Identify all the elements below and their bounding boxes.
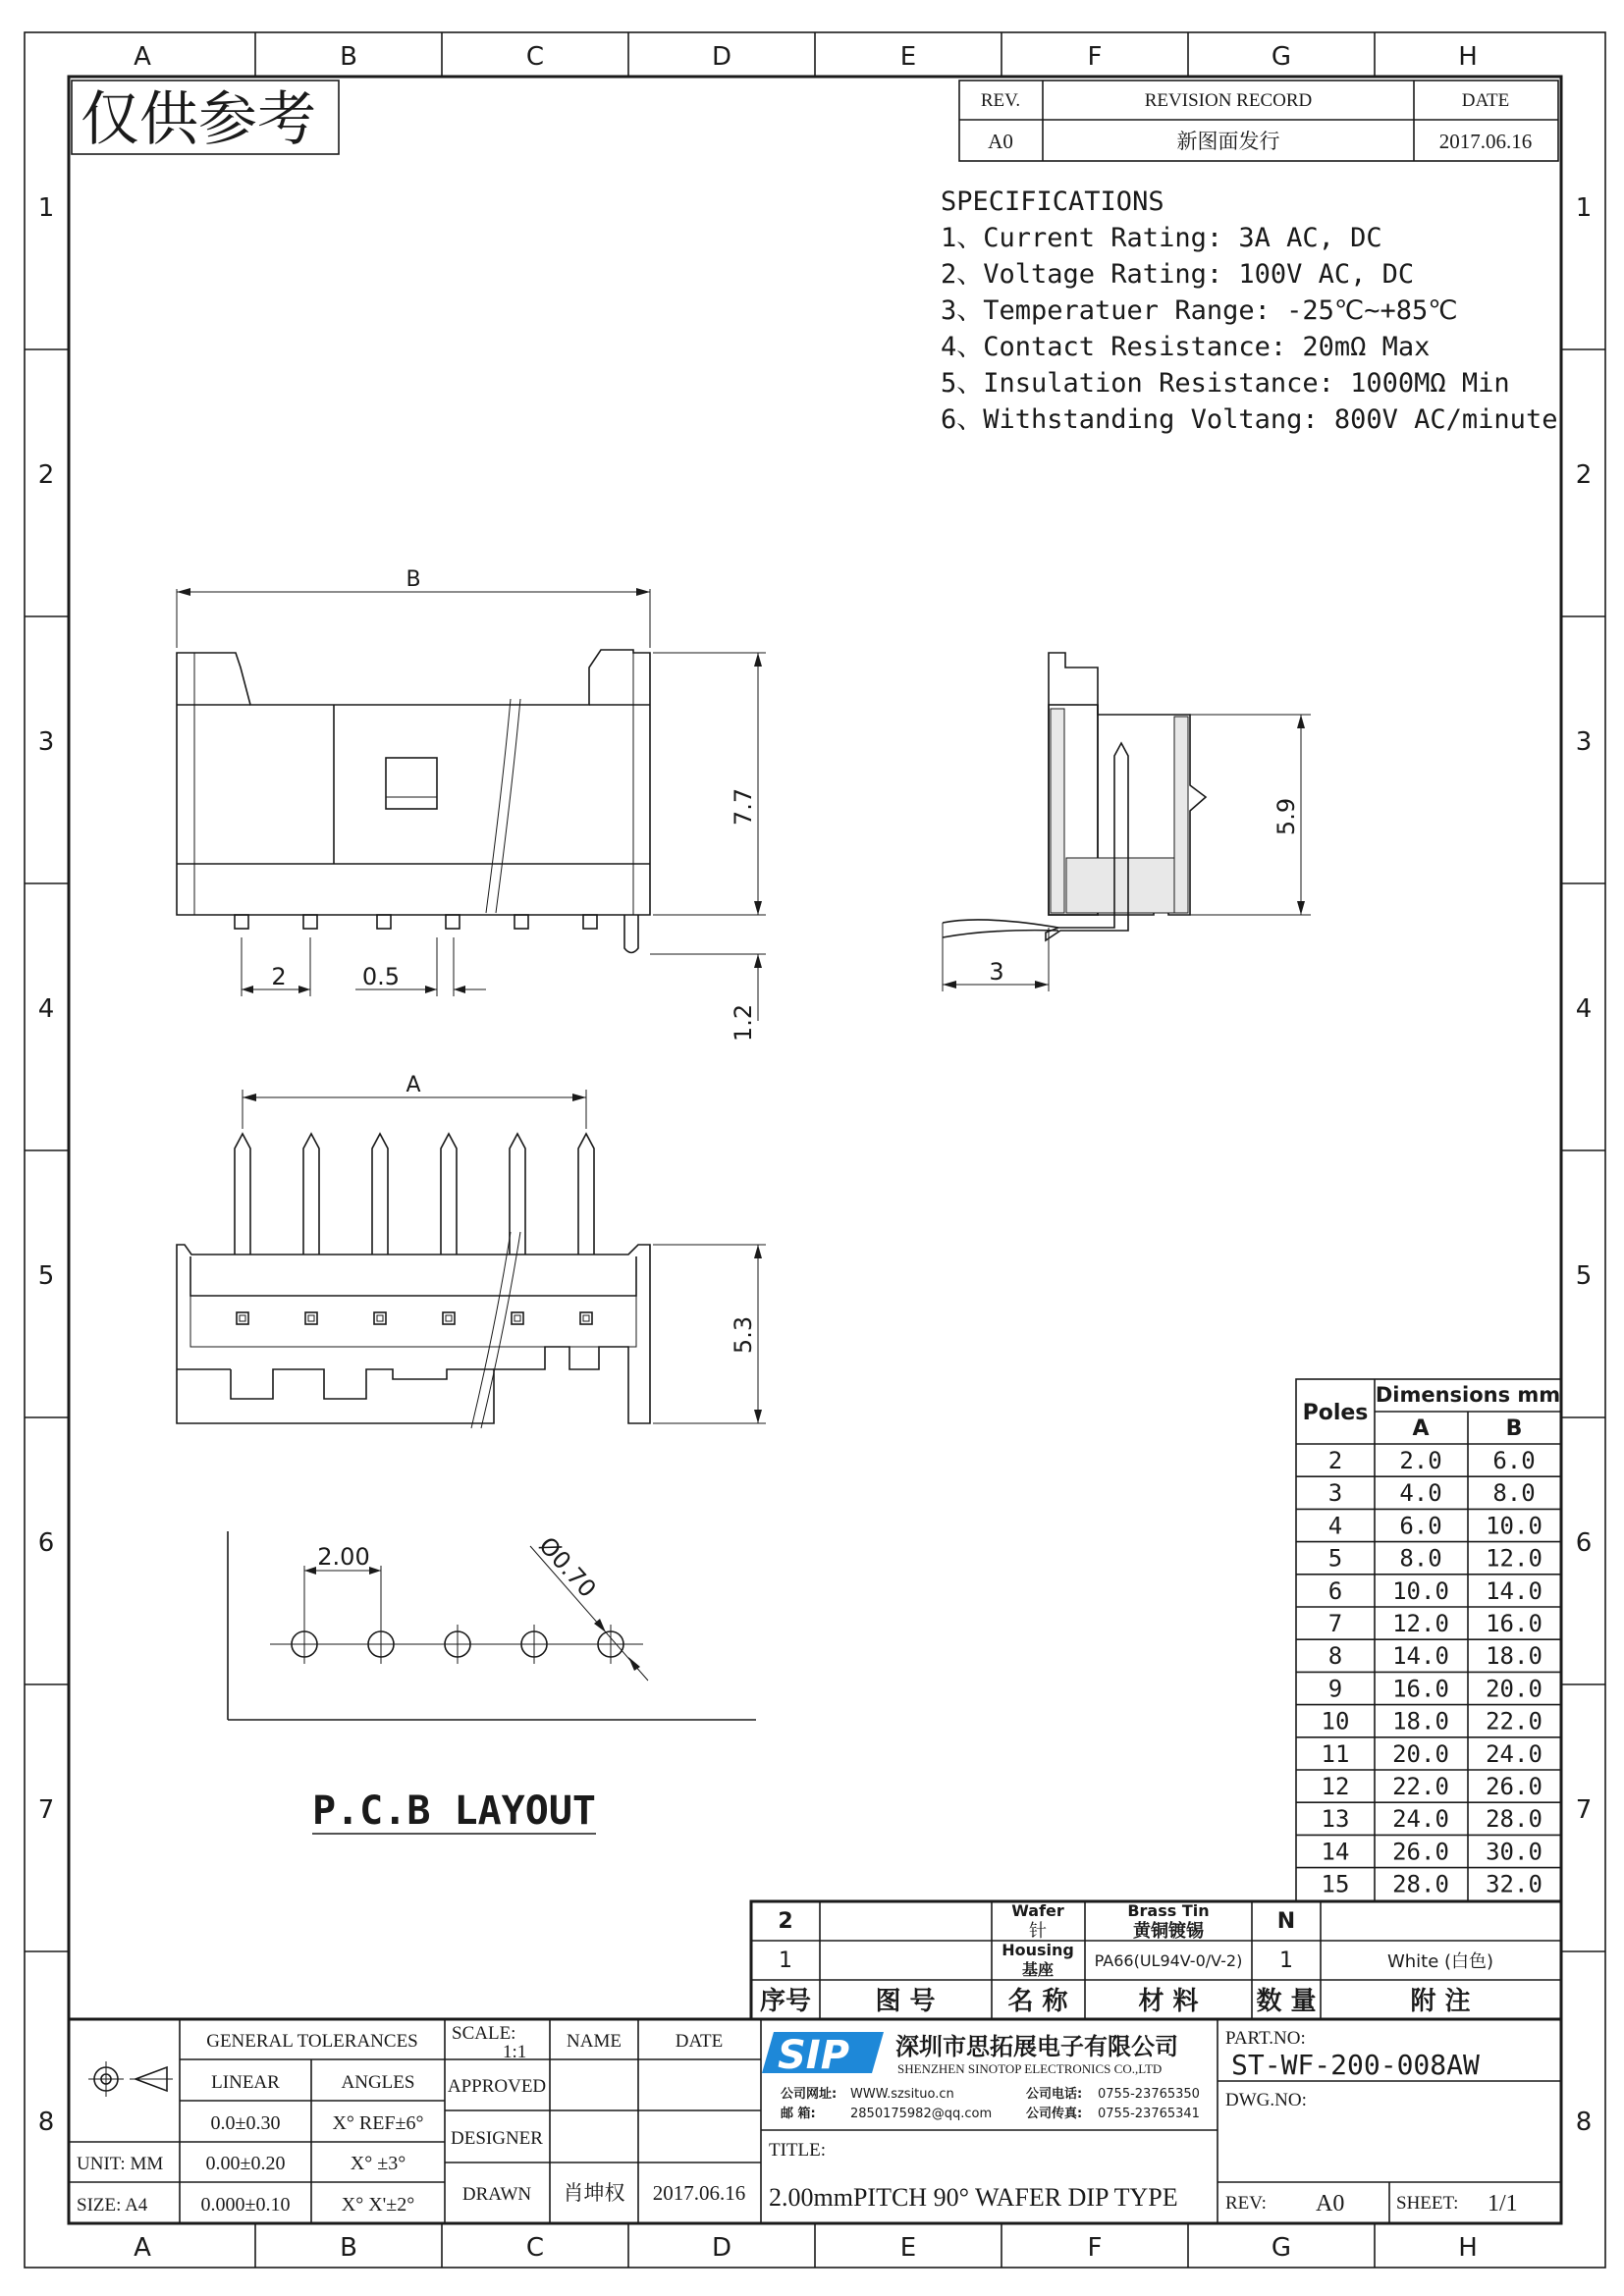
top-view: [177, 1073, 766, 1428]
table-cell: 11: [1321, 1739, 1350, 1768]
bom-material-en: PA66(UL94V-0/V-2): [1094, 1951, 1243, 1970]
zone-row-label: 8: [37, 2108, 55, 2137]
pin-cavity: [446, 1315, 452, 1321]
email-label: 邮 箱:: [781, 2107, 816, 2121]
zone-row-label: 1: [37, 193, 55, 223]
zone-col-label: D: [711, 42, 732, 72]
spec-item: 6、Withstanding Voltang: 800V AC/minute: [941, 404, 1558, 435]
zone-col-label: H: [1458, 2233, 1478, 2263]
spec-item: 2、Voltage Rating: 100V AC, DC: [941, 259, 1415, 290]
reference-stamp: [72, 80, 339, 154]
company-name-cn: 深圳市思拓展电子有限公司: [895, 2033, 1178, 2060]
spec-item: 5、Insulation Resistance: 1000MΩ Min: [941, 368, 1510, 399]
pin: [624, 915, 638, 953]
rev-label: REV:: [1225, 2193, 1267, 2214]
table-cell: 22.0: [1392, 1773, 1449, 1800]
angles-label: ANGLES: [341, 2072, 415, 2093]
zone-row-label: 6: [37, 1528, 55, 1558]
zone-col-label: F: [1087, 42, 1103, 72]
zone-col-label: C: [525, 42, 545, 72]
pin: [377, 915, 391, 929]
specifications: [941, 187, 1557, 435]
pcb-layout-title: P.C.B LAYOUT: [312, 1789, 596, 1834]
bom-header: 名 称: [1007, 1987, 1068, 2016]
pin-cavity: [240, 1315, 245, 1321]
table-cell: 6.0: [1492, 1447, 1536, 1474]
header-b: B: [1505, 1416, 1523, 1441]
bom-qty: 1: [1279, 1949, 1293, 1973]
company-logo: [762, 2032, 884, 2078]
pin-cavity: [443, 1312, 455, 1324]
sheet-label: SHEET:: [1396, 2193, 1459, 2214]
table-cell: 10.0: [1392, 1576, 1449, 1605]
table-cell: 16.0: [1392, 1675, 1449, 1703]
zone-col-label: E: [899, 42, 917, 72]
bom-qty: N: [1276, 1909, 1296, 1934]
zone-row-label: 8: [1575, 2108, 1593, 2137]
spec-title: SPECIFICATIONS: [941, 187, 1164, 217]
zone-col-label: A: [134, 42, 151, 72]
bill-of-materials: [751, 1901, 1561, 2019]
table-cell: 4.0: [1399, 1479, 1442, 1508]
rev-value: A0: [988, 130, 1013, 153]
dim-b-label: B: [406, 567, 421, 592]
tolerance-linear: 0.000±0.10: [200, 2194, 291, 2216]
table-cell: 28.0: [1392, 1870, 1449, 1898]
pin-cavity: [237, 1312, 248, 1324]
revision-description: 新图面发行: [1176, 130, 1280, 153]
pin-cavity: [308, 1315, 314, 1321]
scale-value: 1:1: [503, 2042, 527, 2062]
zone-col-label: B: [340, 2233, 357, 2263]
pin-cavity: [514, 1315, 520, 1321]
company-name-en: SHENZHEN SINOTOP ELECTRONICS CO.,LTD: [897, 2061, 1163, 2076]
dwg-no-label: DWG.NO:: [1225, 2090, 1307, 2110]
zone-labels-top: [134, 42, 1478, 72]
pin: [514, 915, 528, 929]
pin: [235, 1134, 250, 1255]
table-cell: 12.0: [1486, 1544, 1543, 1573]
date-header: DATE: [675, 2031, 724, 2052]
bom-row-no: 1: [779, 1949, 792, 1973]
table-cell: 6.0: [1399, 1512, 1442, 1540]
zone-row-label: 3: [1575, 727, 1593, 757]
table-cell: 7: [1327, 1610, 1343, 1637]
zone-row-label: 4: [1575, 994, 1593, 1024]
pin: [303, 1134, 319, 1255]
dim-depth-label: 5.3: [730, 1315, 757, 1355]
bom-row-no: 2: [778, 1909, 793, 1934]
zone-row-label: 5: [37, 1261, 55, 1291]
drawn-name: 肖坤权: [563, 2181, 625, 2205]
date-header: DATE: [1461, 90, 1510, 111]
header-poles: Poles: [1302, 1401, 1369, 1425]
linear-label: LINEAR: [211, 2072, 280, 2093]
zone-labels-right: [1576, 193, 1593, 2137]
part-number: ST-WF-200-008AW: [1231, 2049, 1480, 2081]
front-view: [177, 567, 766, 1041]
table-cell: 22.0: [1486, 1707, 1543, 1735]
table-cell: 4: [1327, 1512, 1343, 1540]
tolerance-angle: X° REF±6°: [332, 2112, 424, 2134]
email: 2850175982@qq.com: [850, 2107, 993, 2121]
projection-symbol-icon: [88, 2061, 173, 2097]
tolerance-linear: 0.00±0.20: [205, 2153, 286, 2174]
bom-material-cn: 黄铜镀锡: [1133, 1921, 1204, 1942]
pin-cavity: [377, 1315, 383, 1321]
phone: 0755-23765350: [1098, 2087, 1200, 2102]
bom-material-en: Brass Tin: [1127, 1901, 1210, 1920]
fax: 0755-23765341: [1098, 2107, 1200, 2121]
bom-header: 附 注: [1410, 1987, 1471, 2016]
table-cell: 10.0: [1486, 1512, 1543, 1540]
zone-row-label: 6: [1575, 1528, 1593, 1558]
spec-item: 4、Contact Resistance: 20mΩ Max: [941, 332, 1431, 362]
pin: [235, 915, 248, 929]
revision-block: [959, 80, 1558, 161]
table-cell: 2.0: [1399, 1447, 1442, 1474]
bom-part-cn: 针: [1029, 1921, 1047, 1942]
approved-label: APPROVED: [447, 2076, 547, 2097]
dim-height-label: 7.7: [730, 787, 757, 827]
zone-labels-bottom: [134, 2233, 1478, 2263]
table-cell: 3: [1327, 1479, 1343, 1508]
drawing-title: 2.00mmPITCH 90° WAFER DIP TYPE: [769, 2183, 1178, 2212]
table-cell: 14.0: [1392, 1642, 1449, 1671]
company-logo-text: SIP: [778, 2033, 850, 2078]
drawn-date: 2017.06.16: [652, 2181, 746, 2205]
revision-record-header: REVISION RECORD: [1144, 90, 1313, 111]
pin: [583, 915, 597, 929]
bom-header: 数 量: [1256, 1987, 1317, 2016]
stamp-text: 仅供参考: [81, 85, 316, 154]
dim-hole-label: Ø0.70: [533, 1531, 602, 1603]
bom-part-en: Wafer: [1011, 1901, 1064, 1920]
table-cell: 12.0: [1392, 1610, 1449, 1637]
general-tolerances: GENERAL TOLERANCES: [206, 2031, 418, 2052]
dim-tail-label: 1.2: [730, 1003, 757, 1042]
zone-col-label: D: [711, 2233, 732, 2263]
table-cell: 8: [1327, 1642, 1343, 1671]
table-cell: 6: [1327, 1576, 1343, 1605]
spec-item: 1、Current Rating: 3A AC, DC: [941, 223, 1382, 253]
bom-part-en: Housing: [1001, 1941, 1074, 1959]
drawn-label: DRAWN: [461, 2184, 532, 2205]
pin: [510, 1134, 525, 1255]
table-cell: 26.0: [1392, 1838, 1449, 1866]
table-cell: 24.0: [1486, 1739, 1543, 1768]
pin-cavity: [512, 1312, 523, 1324]
title-block: [69, 2019, 1561, 2223]
header-dimensions: Dimensions mm: [1375, 1383, 1561, 1407]
bom-part-cn: 基座: [1021, 1960, 1055, 1979]
header-a: A: [1412, 1416, 1430, 1441]
table-cell: 2: [1327, 1447, 1343, 1474]
name-header: NAME: [567, 2031, 622, 2052]
website: WWW.szsituo.cn: [850, 2087, 954, 2102]
pin-cavity: [305, 1312, 317, 1324]
bom-header: 材 料: [1138, 1987, 1199, 2016]
table-cell: 12: [1321, 1773, 1350, 1800]
table-cell: 30.0: [1486, 1838, 1543, 1866]
dimension-table: [1296, 1379, 1561, 1901]
dim-side-height-label: 5.9: [1272, 797, 1300, 836]
table-cell: 26.0: [1486, 1773, 1543, 1800]
table-cell: 24.0: [1392, 1805, 1449, 1834]
zone-col-label: C: [525, 2233, 545, 2263]
zone-col-label: F: [1087, 2233, 1103, 2263]
pin-cavity: [583, 1315, 589, 1321]
tolerance-linear: 0.0±0.30: [210, 2112, 281, 2134]
zone-row-label: 7: [37, 1795, 55, 1825]
dim-side-tail-label: 3: [989, 958, 1004, 986]
zone-row-label: 1: [1575, 193, 1593, 223]
pin-cavity: [580, 1312, 592, 1324]
zone-col-label: E: [899, 2233, 917, 2263]
table-cell: 5: [1327, 1544, 1343, 1573]
table-cell: 32.0: [1486, 1870, 1543, 1898]
table-cell: 10: [1321, 1707, 1350, 1735]
designer-label: DESIGNER: [451, 2128, 543, 2149]
pin: [441, 1134, 457, 1255]
pin: [303, 915, 317, 929]
table-cell: 14.0: [1486, 1576, 1543, 1605]
zone-row-label: 7: [1575, 1795, 1593, 1825]
phone-label: 公司电话:: [1026, 2087, 1083, 2102]
dim-pitch-label: 2: [271, 963, 287, 990]
zone-labels-left: [38, 193, 55, 2137]
zone-row-label: 2: [1575, 460, 1593, 490]
table-cell: 20.0: [1392, 1739, 1449, 1768]
zone-col-label: G: [1271, 42, 1292, 72]
table-cell: 8.0: [1399, 1544, 1442, 1573]
bom-header: 序号: [759, 1987, 812, 2016]
rev-value: A0: [1316, 2191, 1345, 2216]
dim-pcb-pitch-label: 2.00: [317, 1543, 370, 1571]
bom-remark: White (白色): [1386, 1951, 1494, 1972]
dim-pin-width-label: 0.5: [361, 963, 401, 990]
zone-col-label: A: [134, 2233, 151, 2263]
revision-date: 2017.06.16: [1438, 130, 1533, 153]
table-cell: 20.0: [1486, 1675, 1543, 1703]
zone-row-label: 5: [1575, 1261, 1593, 1291]
table-cell: 14: [1321, 1838, 1350, 1866]
table-cell: 9: [1327, 1675, 1343, 1703]
table-cell: 18.0: [1486, 1642, 1543, 1671]
tolerance-angle: X° X'±2°: [341, 2194, 415, 2216]
website-label: 公司网址:: [781, 2087, 838, 2102]
title-label: TITLE:: [769, 2140, 827, 2161]
pin: [578, 1134, 594, 1255]
pcb-layout: [228, 1531, 756, 1834]
zone-row-label: 2: [37, 460, 55, 490]
zone-row-label: 3: [37, 727, 55, 757]
spec-item: 3、Temperatuer Range: -25℃~+85℃: [941, 295, 1458, 326]
tolerance-angle: X° ±3°: [350, 2153, 406, 2174]
sheet-value: 1/1: [1488, 2191, 1518, 2216]
bom-header: 图 号: [875, 1987, 936, 2016]
zone-row-label: 4: [37, 994, 55, 1024]
part-no-label: PART.NO:: [1225, 2028, 1306, 2049]
zone-col-label: G: [1271, 2233, 1292, 2263]
pin: [446, 915, 460, 929]
fax-label: 公司传真:: [1026, 2107, 1083, 2121]
rev-header: REV.: [980, 90, 1021, 111]
table-cell: 28.0: [1486, 1805, 1543, 1834]
unit-label: UNIT: MM: [77, 2154, 164, 2174]
side-view: [943, 653, 1311, 991]
table-cell: 13: [1321, 1805, 1350, 1834]
dim-a-label: A: [406, 1073, 421, 1097]
table-cell: 16.0: [1486, 1610, 1543, 1637]
table-cell: 15: [1321, 1870, 1350, 1898]
size-label: SIZE: A4: [77, 2195, 148, 2216]
zone-col-label: H: [1458, 42, 1478, 72]
table-cell: 8.0: [1492, 1479, 1536, 1508]
zone-col-label: B: [340, 42, 357, 72]
pin: [372, 1134, 388, 1255]
scale-label: SCALE:: [452, 2023, 516, 2044]
table-cell: 18.0: [1392, 1707, 1449, 1735]
pin-cavity: [374, 1312, 386, 1324]
